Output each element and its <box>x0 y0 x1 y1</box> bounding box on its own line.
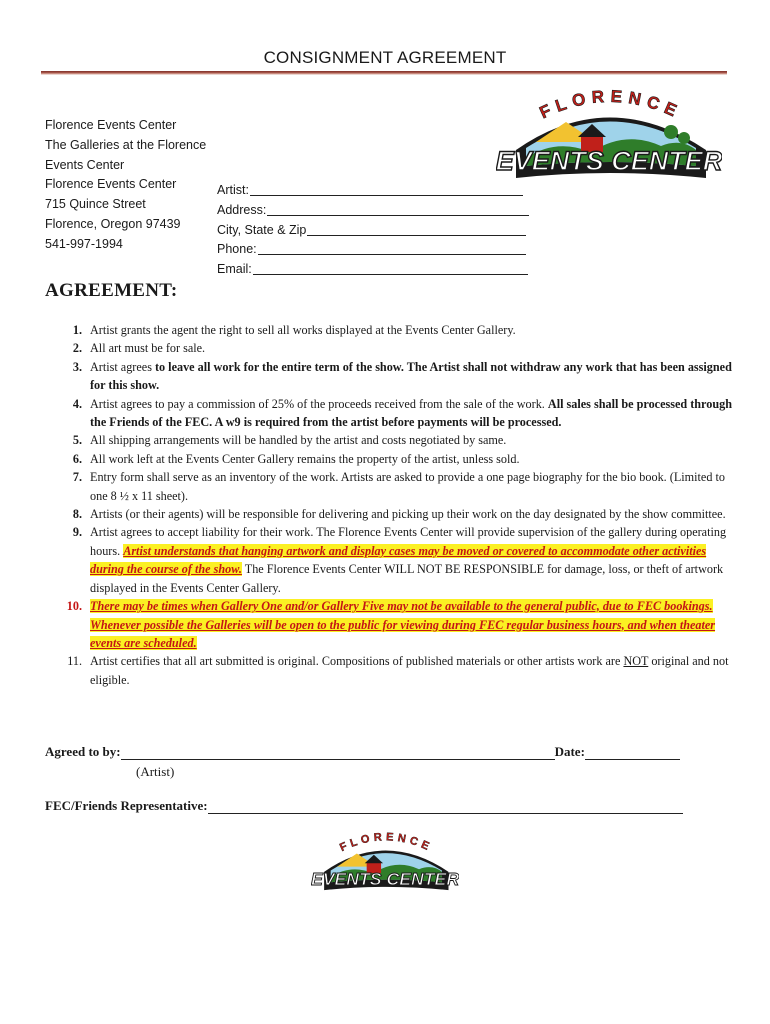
address-field-label: Address: <box>217 202 267 217</box>
list-item <box>45 321 735 339</box>
florence-events-center-logo-small <box>311 826 459 898</box>
item-text: Artist certifies that all art submitted is original. Compositions of published materials or other artists work are NOT original and not eligible. <box>90 654 729 687</box>
item-number: 7. <box>72 470 82 485</box>
artist-field-label: Artist: <box>217 183 249 197</box>
bold-clause: to leave all work for the entire term of the show. The Artist shall not withdraw any work that has been assigned for this show. <box>90 359 732 393</box>
artist-contact-form <box>217 181 529 280</box>
item-text: Artist agrees to pay a commission of 25% of the proceeds received from the sale of the work. All sales shall be processed through the Friends of the FEC. A w9 is required from the artist before payments will be processed. <box>90 396 732 430</box>
item-number: 5. <box>72 433 82 448</box>
item-text: Entry form shall serve as an inventory of the work. Artists are asked to provide a one page biography for the bio book. (Limited to one 8 ½ x 11 sheet). <box>90 470 725 503</box>
item-number: 10. <box>66 599 82 614</box>
date-line[interactable] <box>585 746 680 760</box>
address-line: 541-997-1994 <box>45 236 123 251</box>
email-field-label: Email: <box>217 262 252 277</box>
logo-main-text: EVENTS CENTER <box>311 868 459 889</box>
date-label: Date: <box>554 744 585 759</box>
artist-field[interactable] <box>217 181 529 201</box>
organization-address <box>45 116 206 255</box>
list-item <box>45 431 735 449</box>
item-text: All shipping arrangements will be handled by the artist and costs negotiated by same. <box>90 433 507 448</box>
city-input-line[interactable] <box>307 221 526 236</box>
item-number: 9. <box>72 525 82 540</box>
phone-field-label: Phone: <box>217 242 257 257</box>
address-line: Events Center <box>45 157 125 172</box>
document-title: CONSIGNMENT AGREEMENT <box>263 48 507 67</box>
email-field[interactable] <box>217 260 529 280</box>
representative-signature-row <box>45 798 735 814</box>
svg-text:FLORENCE <box>537 87 685 123</box>
list-item <box>45 450 735 468</box>
list-item <box>45 597 735 652</box>
address-line: Florence Events Center <box>45 177 177 192</box>
artist-signature-line[interactable] <box>121 746 555 760</box>
artist-caption: (Artist) <box>136 764 175 779</box>
list-item <box>45 395 735 432</box>
artist-input-line[interactable] <box>250 181 523 196</box>
underlined-word: NOT <box>623 654 649 669</box>
item-text <box>90 597 735 652</box>
item-number: 11. <box>67 654 82 669</box>
address-line: Florence Events Center <box>45 118 177 132</box>
logo-arc-text: FLORENCE <box>536 86 685 123</box>
address-line: 715 Quince Street <box>45 197 146 212</box>
representative-signature-line[interactable] <box>208 800 683 814</box>
highlighted-clause: There may be times when Gallery One and/or Gallery Five may not be available to the general public, due to FEC bookings. Whenever possible the Galleries will be open to the public for viewing during FEC regular business hours, and when theater events are scheduled. <box>90 599 716 650</box>
list-item <box>45 505 735 523</box>
address-field[interactable] <box>217 201 529 221</box>
list-item <box>45 468 735 505</box>
highlighted-clause: Artist understands that hanging artwork and display cases may be moved or covered to accommodate other activities during the course of the show. <box>90 543 707 577</box>
list-item <box>45 339 735 357</box>
item-number: 1. <box>72 323 82 337</box>
list-item <box>45 523 735 597</box>
logo-arc-text: FLORENCE <box>338 831 435 855</box>
florence-events-center-logo <box>496 80 722 190</box>
city-state-zip-field[interactable] <box>217 221 529 241</box>
address-input-line[interactable] <box>267 201 529 216</box>
email-input-line[interactable] <box>253 260 528 275</box>
item-text: Artist agrees to accept liability for their work. The Florence Events Center will provide supervision of the gallery during operating hours. Artist understands that hanging artwork and display cases may be moved or covered to accommodate other activities during the course of the show. The Florence Events Center WILL NOT BE RESPONSIBLE for damage, loss, or theft of artwork displayed in the Events Center Gallery. <box>90 525 727 595</box>
signature-area <box>45 744 735 814</box>
list-item <box>45 358 735 395</box>
representative-label: FEC/Friends Representative: <box>45 798 208 813</box>
bold-clause: All sales shall be processed through the Friends of the FEC. A w9 is required from the artist before payments will be processed. <box>90 396 732 430</box>
phone-input-line[interactable] <box>258 240 526 255</box>
city-field-label: City, State & Zip <box>217 222 307 237</box>
logo-main-text: EVENTS CENTER <box>496 146 722 176</box>
title-rule <box>41 71 727 75</box>
item-number: 2. <box>72 341 82 356</box>
address-line: Florence, Oregon 97439 <box>45 216 181 231</box>
terms-list <box>45 321 735 689</box>
item-number: 3. <box>72 359 82 374</box>
item-number: 6. <box>72 451 82 466</box>
agreement-heading: AGREEMENT: <box>45 280 178 301</box>
item-text: Artist agrees to leave all work for the entire term of the show. The Artist shall not withdraw any work that has been assigned for this show. <box>90 359 732 393</box>
agreed-label: Agreed to by: <box>45 744 121 759</box>
item-text: All art must be for sale. <box>90 341 206 356</box>
item-text: Artists (or their agents) will be responsible for delivering and picking up their work on the day designated by the show committee. <box>90 507 726 522</box>
item-number: 8. <box>72 507 82 522</box>
list-item <box>45 652 735 689</box>
item-text: Artist grants the agent the right to sell all works displayed at the Events Center Gallery. <box>90 323 516 337</box>
item-text: All work left at the Events Center Gallery remains the property of the artist, unless sold. <box>90 451 520 466</box>
item-number: 4. <box>72 396 82 411</box>
address-line: The Galleries at the Florence <box>45 137 207 152</box>
phone-field[interactable] <box>217 240 529 260</box>
agreed-signature-row <box>45 744 735 760</box>
